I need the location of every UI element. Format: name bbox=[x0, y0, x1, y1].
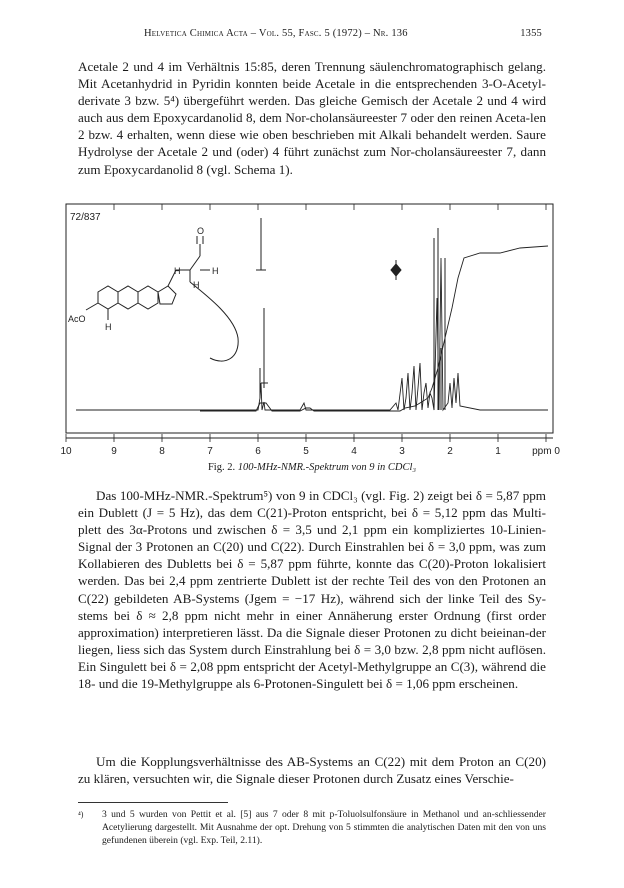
integration-curve bbox=[200, 246, 548, 411]
spectrum-frame bbox=[66, 204, 553, 433]
figure-caption bbox=[0, 462, 624, 473]
tick-9: 9 bbox=[111, 446, 117, 457]
h-label-3: H bbox=[193, 280, 200, 290]
tick-4: 4 bbox=[351, 446, 357, 457]
aco-label: AcO bbox=[68, 314, 86, 324]
carbonyl-o-label: O bbox=[197, 226, 205, 236]
spectrum-id: 72/837 bbox=[70, 212, 101, 223]
paragraph-1: Acetale 2 und 4 im Verhältnis 15:85, deren Trennung säulenchromatographisch gelang. Mit Acetanhydrid in Pyridin konnten beide Acetale in die entsprechenden 3-O-Acetyl-derivate 3 bzw. 5⁴) übergeführt werden. Das gleiche Gemisch der Acetale 2 und 4 wird auch aus dem Epoxycardanolid 8, dem Nor-cholansäureester 7 oder den reinen Aceta-len 2 bzw. 4 erhalten, wenn diese wie oben beschrieben mit Alkali behandelt werden. Saure Hydrolyse der Acetale 2 und (oder) 4 führt zunächst zum Nor-cholansäureester 7, dann zum Epoxycardanolid 8 (vgl. Schema 1). bbox=[78, 59, 546, 177]
figure-caption-text: 100-MHz-NMR.-Spektrum von 9 in CDCl₃ bbox=[237, 462, 417, 473]
footnote-mark: ⁴) bbox=[78, 810, 84, 819]
footnote-rule bbox=[78, 802, 228, 803]
tick-7: 7 bbox=[207, 446, 213, 457]
footnote-text: 3 und 5 wurden von Pettit et al. [5] aus 7 oder 8 mit p-Toluolsulfonsäure in Methanol und an-schliessender Acetylierung dargestellt. Mit Ausnahme der opt. Drehung von 5 stimmten die analytischen Daten mit den von uns gefundenen überein (vgl. Exp. Teil, 2.11). bbox=[102, 809, 546, 846]
tick-5: 5 bbox=[303, 446, 309, 457]
tick-10: 10 bbox=[60, 446, 72, 457]
tick-2: 2 bbox=[447, 446, 453, 457]
h-label-5: H bbox=[105, 322, 112, 332]
tick-0: ppm 0 bbox=[532, 446, 560, 457]
h-label-2: H bbox=[212, 266, 219, 276]
tick-6: 6 bbox=[255, 446, 261, 457]
tick-8: 8 bbox=[159, 446, 165, 457]
nmr-figure bbox=[60, 198, 560, 460]
paragraph-2 bbox=[78, 487, 546, 692]
footnote bbox=[78, 808, 546, 847]
running-head bbox=[78, 28, 542, 44]
paragraph-3-text: Um die Kopplungsverhältnisse des AB-Systems an C(22) mit dem Proton an C(20) zu klären, versuchten wir, die Signale dieser Protonen durch Zusatz eines Verschie- bbox=[78, 754, 546, 787]
tick-1: 1 bbox=[495, 446, 501, 457]
paragraph-2-text: Das 100-MHz-NMR.-Spektrum⁵) von 9 in CDCl₃ (vgl. Fig. 2) zeigt bei δ = 5,87 ppm ein Dublett (J = 5 Hz), das dem C(21)-Proton entspricht, bei δ = 5,12 ppm das Multi-plett des 3α-Protons und zwischen δ = 3,5 und 2,1 ppm ein kompliziertes 10-Linien-Signal der 3 Protonen an C(20) und C(22). Durch Einstrahlen bei δ = 3,0 ppm, was zum Kollabieren des Dubletts bei δ = 5,87 ppm führte, konnte das C(20)-Proton lokalisiert werden. Das bei 2,4 ppm zentrierte Dublett ist der rechte Teil des von den Protonen an C(22) gebildeten AB-Systems (Jgem = −17 Hz), während sich der linke Teil des Sy-stems bei δ ≈ 2,8 ppm nicht mehr in einer Annäherung erster Ordnung (first order approximation) interpretieren lässt. Da die Signale dieser Protonen zu dicht beieinan-der liegen, liess sich das System durch Einstrahlung bei δ = 3,0 bzw. 2,8 ppm nicht auflösen. Ein Singulett bei δ = 2,08 ppm entspricht der Acetyl-Methylgruppe an C(3), während die 18- und die 19-Methylgruppe als 6-Protonen-Singulett bei δ = 1,06 ppm erscheinen. bbox=[78, 488, 546, 692]
nmr-spectrum bbox=[60, 198, 560, 460]
paragraph-3 bbox=[78, 753, 546, 787]
h-label-1: H bbox=[174, 266, 181, 276]
irradiation-marker bbox=[391, 260, 401, 280]
top-ticks bbox=[66, 204, 546, 210]
tall-peaks bbox=[256, 218, 445, 410]
steroid-structure bbox=[86, 236, 238, 361]
spectrum-trace bbox=[76, 258, 548, 410]
journal-title: Helvetica Chimica Acta – Vol. 55, Fasc. 5 (1972) – Nr. 136 bbox=[144, 28, 408, 39]
tick-3: 3 bbox=[399, 446, 405, 457]
figure-number: Fig. 2. bbox=[207, 462, 236, 473]
page-number: 1355 bbox=[520, 28, 542, 39]
